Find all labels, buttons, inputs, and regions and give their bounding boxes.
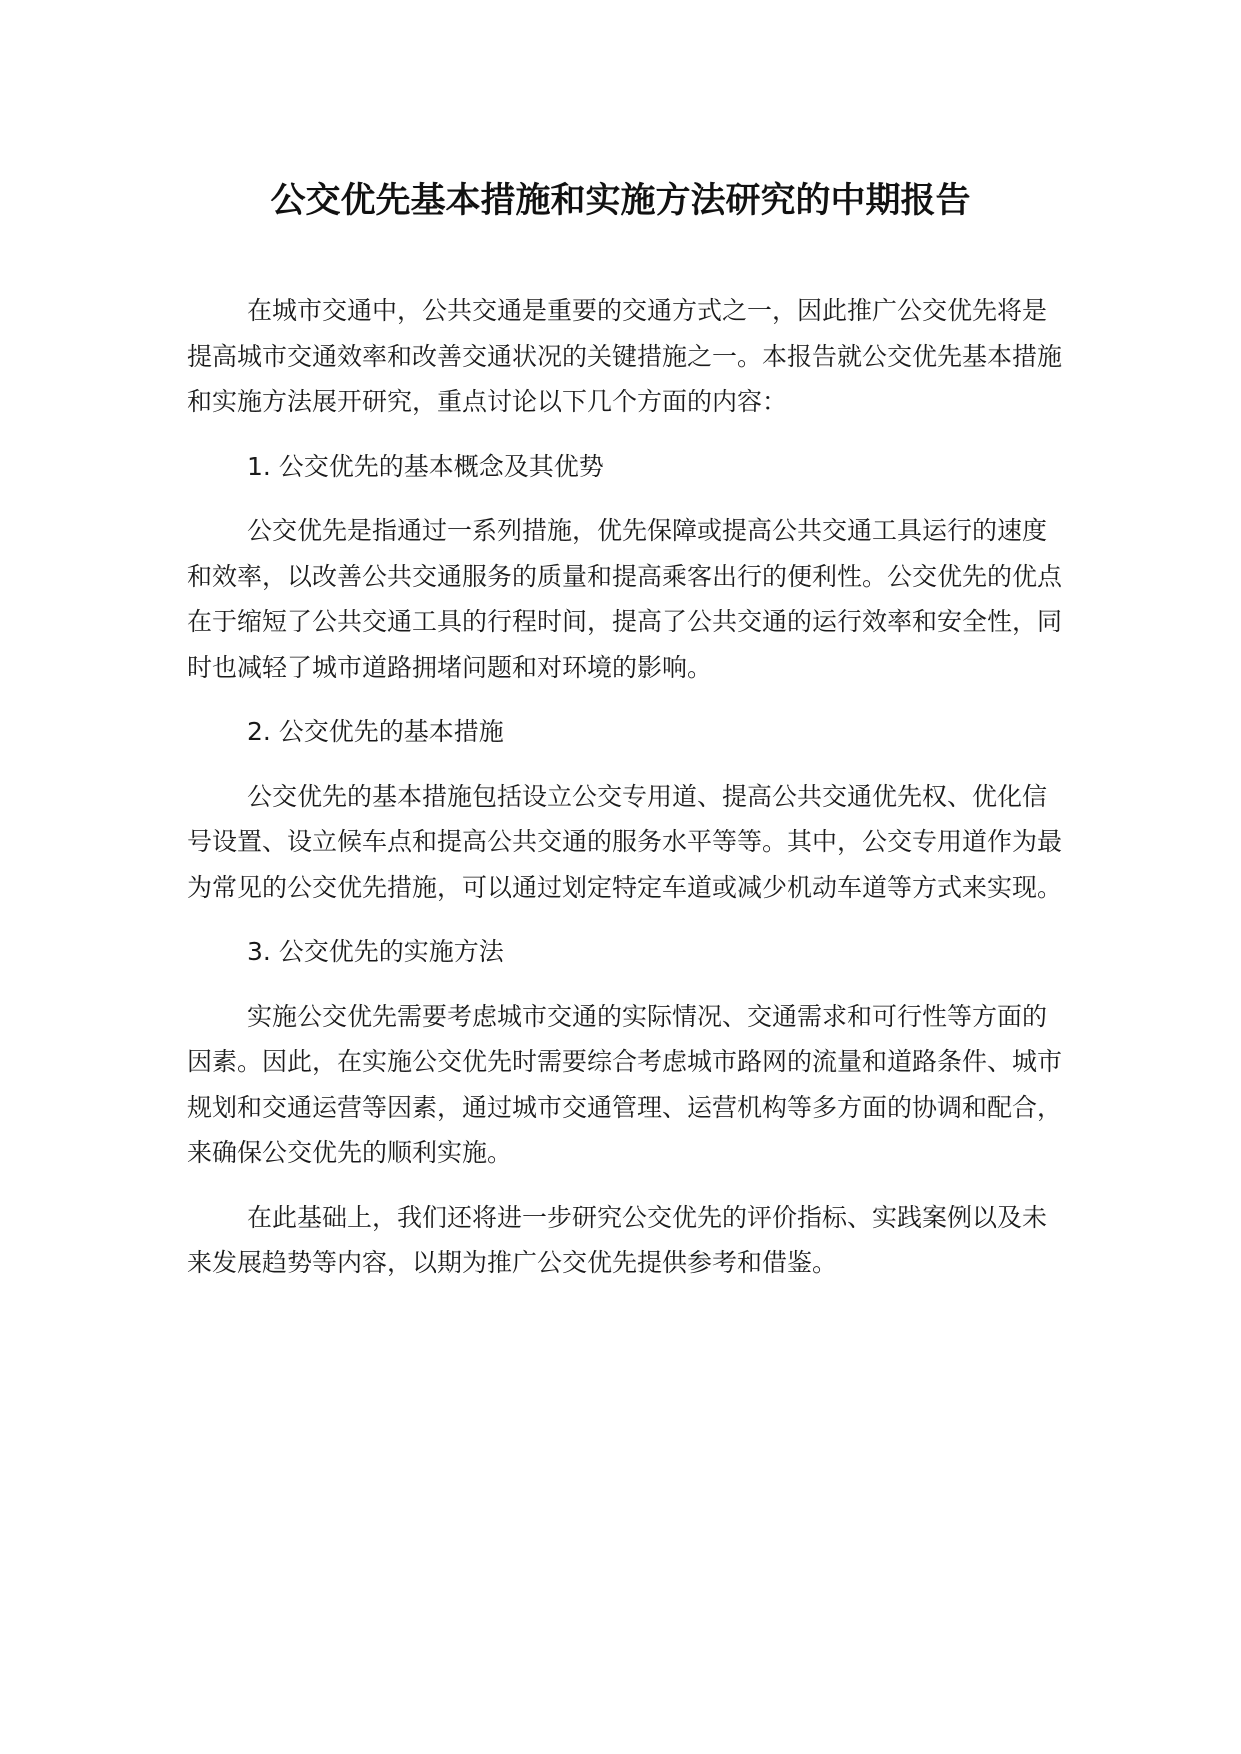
section-3-paragraph: 实施公交优先需要考虑城市交通的实际情况、交通需求和可行性等方面的因素。因此，在实施公交优先时需要综合考虑城市路网的流量和道路条件、城市规划和交通运营等因素，通过城市交通管理、运营机构等多方面的协调和配合，来确保公交优先的顺利实施。: [187, 1001, 1063, 1167]
section-heading-3: 3. 公交优先的实施方法: [247, 937, 504, 966]
section-1-paragraph: 公交优先是指通过一系列措施，优先保障或提高公共交通工具运行的速度和效率，以改善公共交通服务的质量和提高乘客出行的便利性。公交优先的优点在于缩短了公共交通工具的行程时间，提高了公共交通的运行效率和安全性，同时也减轻了城市道路拥堵问题和对环境的影响。: [187, 516, 1063, 682]
intro-paragraph: 在城市交通中，公共交通是重要的交通方式之一，因此推广公交优先将是提高城市交通效率和改善交通状况的关键措施之一。本报告就公交优先基本措施和实施方法展开研究，重点讨论以下几个方面的内容：: [187, 296, 1063, 416]
document-body: [187, 288, 1067, 1305]
section-heading-2: 2. 公交优先的基本措施: [247, 717, 504, 746]
document-title: 公交优先基本措施和实施方法研究的中期报告: [270, 181, 971, 221]
section-2-paragraph: 公交优先的基本措施包括设立公交专用道、提高公共交通优先权、优化信号设置、设立候车点和提高公共交通的服务水平等等。其中，公交专用道作为最为常见的公交优先措施，可以通过划定特定车道或减少机动车道等方式来实现。: [187, 781, 1063, 902]
closing-paragraph: 在此基础上，我们还将进一步研究公交优先的评价指标、实践案例以及未来发展趋势等内容，以期为推广公交优先提供参考和借鉴。: [187, 1202, 1048, 1277]
section-heading-1: 1. 公交优先的基本概念及其优势: [247, 451, 604, 481]
